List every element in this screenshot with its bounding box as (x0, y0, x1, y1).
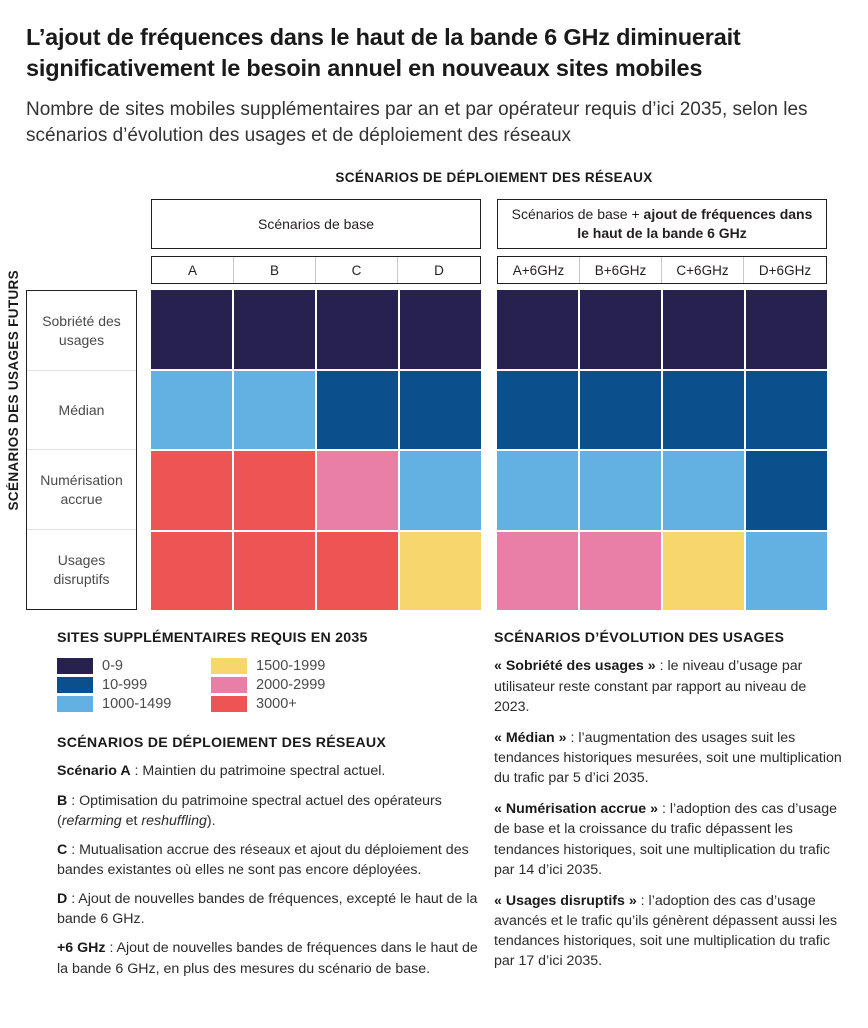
column-axis-title: SCÉNARIOS DE DÉPLOIEMENT DES RÉSEAUX (335, 170, 653, 186)
heatmap-cells-base (151, 290, 481, 610)
legend-item[interactable] (211, 694, 478, 713)
heatmap-cell[interactable] (580, 371, 661, 450)
heatmap-cell[interactable] (580, 290, 661, 369)
legend-label: 3000+ (256, 695, 297, 712)
italic-term: reshuffling (141, 812, 207, 829)
legend-swatch (57, 658, 93, 674)
page-title: L’ajout de fréquences dans le haut de la bande 6 GHz diminuerait significativement le besoin annuel en nouveaux sites mobiles (26, 24, 741, 81)
italic-term: refarming (61, 812, 122, 829)
page-header (0, 0, 868, 148)
deployment-item-term: D (57, 891, 68, 908)
heatmap-cell[interactable] (663, 451, 744, 530)
column-header-b[interactable]: B (234, 257, 316, 283)
group-header-base (151, 199, 481, 249)
legend-label: 10-999 (102, 676, 148, 693)
row-header[interactable]: Usages disruptifs (53, 552, 110, 587)
heatmap-cell[interactable] (234, 451, 315, 530)
legend-swatch (57, 677, 93, 693)
group-header-6ghz (497, 199, 827, 249)
heatmap-cell[interactable] (400, 451, 481, 530)
usages-item: « Médian » : l’augmentation des usages suit les tendances historiques mesurées, soit une multiplication du trafic par 5 d’ici 2035. (494, 729, 842, 787)
row-header[interactable]: Numérisation accrue (27, 450, 136, 530)
legend-label: 2000-2999 (256, 676, 326, 693)
heatmap-cell[interactable] (234, 532, 315, 611)
legend-swatch (211, 696, 247, 712)
deployment-item: C : Mutualisation accrue des réseaux et ajout du déploiement des bandes existantes où elles ne sont pas encore déployées. (57, 841, 469, 878)
heatmap-cell[interactable] (317, 532, 398, 611)
legend-item[interactable] (57, 656, 211, 675)
column-headers-6ghz (497, 256, 827, 284)
page-subtitle: Nombre de sites mobiles supplémentaires par an et par opérateur requis d’ici 2035, selon les scénarios d’évolution des usages et de déploiement des réseaux (26, 99, 808, 146)
heatmap-cell[interactable] (400, 290, 481, 369)
legend-swatch (57, 696, 93, 712)
heatmap-cell[interactable] (497, 371, 578, 450)
column-header-cplus6ghz[interactable]: C+6GHz (662, 257, 744, 283)
row-axis-title-label: SCÉNARIOS DES USAGES FUTURS (6, 270, 21, 511)
column-header-d[interactable]: D (434, 262, 444, 278)
heatmap-cell[interactable] (663, 532, 744, 611)
usages-item: « Sobriété des usages » : le niveau d’usage par utilisateur reste constant par rapport au niveau de 2023. (494, 658, 807, 715)
heatmap-cell[interactable] (151, 290, 232, 369)
heatmap-cell[interactable] (234, 290, 315, 369)
heatmap-cell[interactable] (317, 451, 398, 530)
legend-item[interactable] (57, 694, 211, 713)
heatmap-section (0, 170, 868, 610)
column-header-dplus6ghz[interactable]: D+6GHz (758, 262, 812, 278)
heatmap-cell[interactable] (317, 371, 398, 450)
group-header-base-label: Scénarios de base (258, 215, 374, 232)
legend-item[interactable] (211, 656, 478, 675)
column-header-aplus6ghz[interactable]: A+6GHz (498, 257, 580, 283)
deployment-item-term: B (57, 792, 68, 809)
deployment-item: +6 GHz : Ajout de nouvelles bandes de fréquences dans le haut de la bande 6 GHz, en plus des mesures du scénario de base. (57, 940, 478, 977)
heatmap-cell[interactable] (580, 451, 661, 530)
grid-corner-spacer-2 (26, 249, 137, 284)
legend-label: 1000-1499 (102, 695, 172, 712)
heatmap-cell[interactable] (400, 371, 481, 450)
heatmap-cell[interactable] (746, 532, 827, 611)
column-header-a[interactable]: A (152, 257, 234, 283)
heatmap-cell[interactable] (151, 451, 232, 530)
usages-list (494, 656, 842, 971)
usages-item: « Numérisation accrue » : l’adoption des cas d’usage de base et la croissance du trafic dépassent les tendances historiques, soit une multiplication du trafic par 14 d’ici 2035. (494, 801, 838, 878)
usages-item: « Usages disruptifs » : l’adoption des cas d’usage avancés et le trafic qu’ils génèrent dépassent aussi les tendances historiques, soit une multiplication du trafic par 17 d’ici 2035. (494, 892, 838, 970)
row-axis-title (6, 170, 21, 610)
column-headers-base (151, 256, 481, 284)
deployment-title: SCÉNARIOS DE DÉPLOIEMENT DES RÉSEAUX (57, 735, 387, 752)
legend-swatch (211, 658, 247, 674)
group-header-6ghz-text (506, 205, 818, 243)
legend-item[interactable] (57, 675, 211, 694)
legend-swatch (211, 677, 247, 693)
grid-gap-2 (481, 199, 497, 249)
deployment-item-term: Scénario A (57, 763, 131, 780)
deployment-item: B : Optimisation du patrimoine spectral actuel des opérateurs (refarming et reshuffling). (57, 792, 442, 829)
heatmap-grid (26, 199, 842, 610)
usages-item-term: « Sobriété des usages » (494, 658, 656, 675)
heatmap-cells-6ghz (497, 290, 827, 610)
group-header-6ghz-bold: ajout de fréquences dans le haut de la bande 6 GHz (577, 206, 813, 242)
grid-gap-4 (481, 249, 497, 284)
deployment-item-term: +6 GHz (57, 940, 106, 957)
deployment-item: Scénario A : Maintien du patrimoine spectral actuel. (57, 763, 386, 780)
right-footnote-column (486, 630, 842, 987)
legend (57, 656, 478, 713)
deployment-item-term: C (57, 841, 68, 858)
heatmap-cell[interactable] (497, 532, 578, 611)
heatmap-cell[interactable] (580, 532, 661, 611)
heatmap-cell[interactable] (746, 451, 827, 530)
grid-gap-1 (137, 199, 151, 249)
heatmap-cell[interactable] (234, 371, 315, 450)
usages-title: SCÉNARIOS D’ÉVOLUTION DES USAGES (494, 630, 785, 647)
deployment-item: D : Ajout de nouvelles bandes de fréquences, excepté le haut de la bande 6 GHz. (57, 891, 478, 928)
grid-corner-spacer (26, 199, 137, 249)
heatmap-cell[interactable] (317, 290, 398, 369)
heatmap-cell[interactable] (400, 532, 481, 611)
heatmap-cell[interactable] (746, 371, 827, 450)
heatmap-cell[interactable] (497, 290, 578, 369)
row-header[interactable]: Sobriété des usages (27, 291, 136, 371)
footnotes-section (0, 630, 868, 987)
column-header-bplus6ghz[interactable]: B+6GHz (580, 257, 662, 283)
legend-title: SITES SUPPLÉMENTAIRES REQUIS EN 2035 (57, 630, 368, 647)
heatmap-cell[interactable] (151, 371, 232, 450)
legend-item[interactable] (211, 675, 478, 694)
heatmap-cell[interactable] (497, 451, 578, 530)
legend-label: 1500-1999 (256, 657, 326, 674)
usages-item-term: « Médian » (494, 729, 567, 746)
legend-label: 0-9 (102, 657, 123, 674)
deployment-list (57, 761, 478, 978)
heatmap-cell[interactable] (663, 290, 744, 369)
usages-item-term: « Numérisation accrue » (494, 801, 659, 818)
column-header-c[interactable]: C (316, 257, 398, 283)
heatmap-cell[interactable] (746, 290, 827, 369)
row-headers (26, 290, 137, 610)
heatmap-cell[interactable] (663, 371, 744, 450)
grid-gap-3 (137, 249, 151, 284)
heatmap-cell[interactable] (151, 532, 232, 611)
row-header[interactable]: Médian (27, 371, 136, 451)
left-footnote-column (26, 630, 478, 987)
group-header-6ghz-plain: Scénarios de base + (511, 206, 644, 223)
usages-item-term: « Usages disruptifs » (494, 892, 637, 909)
